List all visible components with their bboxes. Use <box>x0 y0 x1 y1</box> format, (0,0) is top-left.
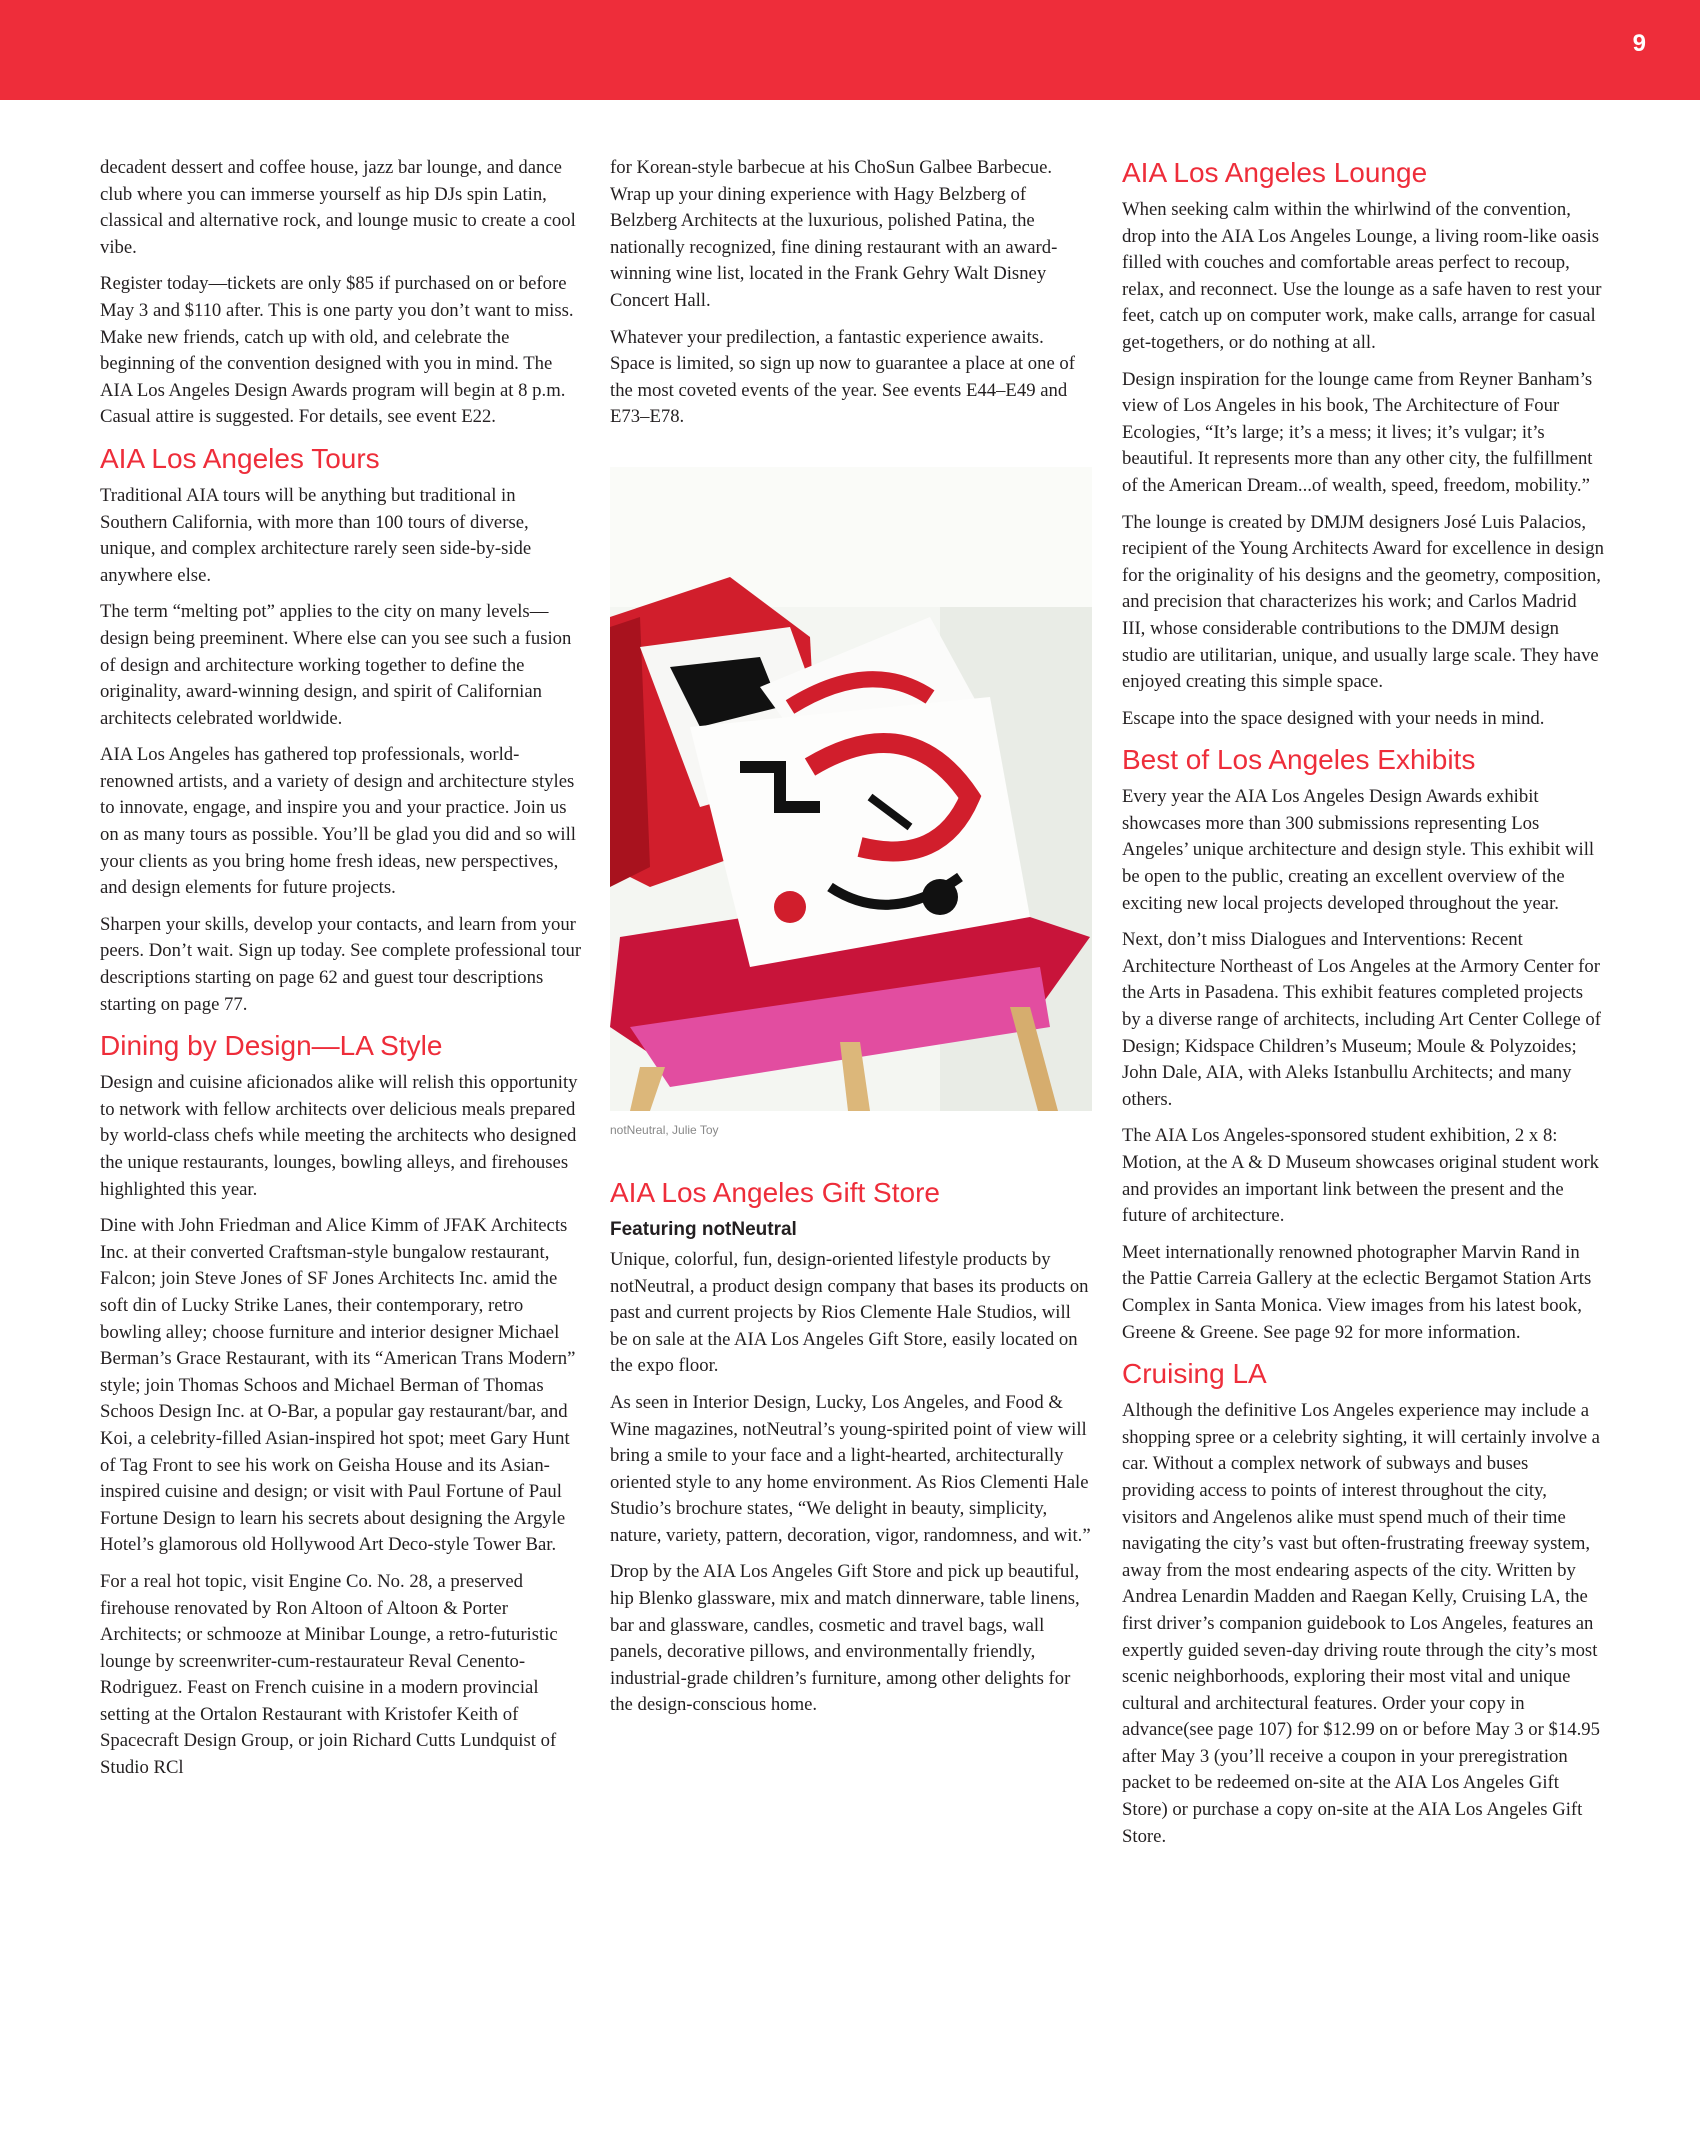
heading-tours: AIA Los Angeles Tours <box>100 442 380 474</box>
paragraph: For a real hot topic, visit Engine Co. No. 28, a preserved firehouse renovated by Ron Altoon of Altoon & Porter Architects; or schmooze at Minibar Lounge, a retro-futuristic lounge by screenwriter-cum-restaurateur Reval Cenento-Rodriguez. Feast on French cuisine in a modern provincial setting at the Ortalon Restaurant with Kristofer Keith of Spacecraft Design Group, or join Richard Cutts Lundquist of Studio RCl <box>100 1570 558 1779</box>
paragraph: Whatever your predilection, a fantastic experience awaits. Space is limited, so sign up now to guarantee a place at one of the most coveted events of the year. See events E44–E49 and E73–E78. <box>610 326 1075 428</box>
paragraph: The AIA Los Angeles-sponsored student exhibition, 2 x 8: Motion, at the A & D Museum showcases original student work and provides an important link between the present and the future of architecture. <box>1122 1125 1600 1227</box>
paragraph: Meet internationally renowned photographer Marvin Rand in the Pattie Carreia Gallery at the eclectic Bergamot Station Arts Complex in Santa Monica. View images from his latest book, Greene & Greene. See page 92 for more information. <box>1122 1241 1592 1343</box>
heading-dining: Dining by Design—LA Style <box>100 1030 443 1062</box>
heading-cruising: Cruising LA <box>1122 1358 1267 1390</box>
subheading: Featuring notNeutral <box>610 1218 797 1240</box>
paragraph: The lounge is created by DMJM designers José Luis Palacios, recipient of the Young Architects Award for excellence in design for the originality of his designs and the geometry, composition, and precision that characterizes his work; and Carlos Madrid III, whose considerable contributions to the DMJM design studio are utilitarian, unique, and usually large scale. They have enjoyed creating this simple space. <box>1122 511 1604 693</box>
paragraph: The term “melting pot” applies to the city on many levels—design being preeminent. Where else can you see such a fusion of design and architecture working together to define the originality, award-winning design, and spirit of Californian architects celebrated worldwide. <box>100 601 572 729</box>
paragraph: Every year the AIA Los Angeles Design Awards exhibit showcases more than 300 submissions representing Los Angeles’ unique architecture and design style. This exhibit will be open to the public, creating an excellent overview of the exciting new local projects developed throughout the year. <box>1122 786 1595 914</box>
paragraph: Next, don’t miss Dialogues and Interventions: Recent Architecture Northeast of Los Angeles at the Armory Center for the Arts in Pasadena. This exhibit features completed projects by a diverse range of architects, including Art Center College of Design; Kidspace Children’s Museum; Moule & Polyzoides; John Dale, AIA, with Aleks Istanbullu Architects; and many others. <box>1122 929 1601 1110</box>
paragraph: Dine with John Friedman and Alice Kimm of JFAK Architects Inc. at their converted Craftsman-style bungalow restaurant, Falcon; join Steve Jones of SF Jones Architects Inc. amid the soft din of Lucky Strike Lanes, their contemporary, retro bowling alley; choose furniture and interior designer Michael Berman’s Grace Restaurant, with its “American Trans Modern” style; join Thomas Schoos and Michael Berman of Thomas Schoos Design Inc. at O-Bar, a popular gay restaurant/bar, and Koi, a celebrity-filled Asian-inspired hot spot; meet Gary Hunt of Tag Front to see his work on Geisha House and its Asian-inspired cuisine and design; or visit with Paul Fortune of Paul Fortune Design to learn his secrets about designing the Argyle Hotel’s glamorous old Hollywood Art Deco-style Tower Bar. <box>100 1215 576 1556</box>
heading-exhibits: Best of Los Angeles Exhibits <box>1122 744 1476 776</box>
header-bar <box>0 0 1700 100</box>
paragraph: Drop by the AIA Los Angeles Gift Store and pick up beautiful, hip Blenko glassware, mix and match dinnerware, table linens, bar and glassware, candles, cosmetic and travel bags, wall panels, decorative pillows, and environmentally friendly, industrial-grade children’s furniture, among other delights for the design-conscious home. <box>610 1561 1080 1716</box>
page-number: 9 <box>1632 30 1646 57</box>
column-left <box>100 155 586 1792</box>
paragraph: As seen in Interior Design, Lucky, Los Angeles, and Food & Wine magazines, notNeutral’s young-spirited point of view will bring a smile to your face and a light-hearted, architecturally oriented style to any home environment. As Rios Clementi Hale Studio’s brochure states, “We delight in beauty, simplicity, nature, variety, pattern, decoration, vigor, randomness, and wit.” <box>610 1391 1091 1546</box>
paragraph: Design inspiration for the lounge came from Reyner Banham’s view of Los Angeles in his book, The Architecture of Four Ecologies, “It’s large; it’s a mess; it lives; it’s vulgar; it’s beautiful. It represents more than any other city, the fulfillment of the American Dream...of wealth, speed, freedom, mobility.” <box>1122 368 1593 496</box>
paragraph: Escape into the space designed with your needs in mind. <box>1122 707 1545 729</box>
heading-lounge: AIA Los Angeles Lounge <box>1122 157 1428 188</box>
column-right <box>1122 155 1604 1860</box>
column-middle <box>610 155 1092 1729</box>
paragraph: Unique, colorful, fun, design-oriented lifestyle products by notNeutral, a product design company that bases its products on past and current projects by Rios Clemente Hale Studios, will be on sale at the AIA Los Angeles Gift Store, easily located on the expo floor. <box>610 1248 1089 1377</box>
paragraph: Although the definitive Los Angeles experience may include a shopping spree or a celebrity sighting, it will certainly involve a car. Without a complex network of subways and buses providing access to points of interest throughout the city, visitors and Angelenos alike must spend much of their time navigating the city’s vast but often-frustrating freeway system, away from the most endearing aspects of the city. Written by Andrea Lenardin Madden and Raegan Kelly, Cruising LA, the first driver’s companion guidebook to Los Angeles, features an expertly guided seven-day driving route through the city’s most scenic neighborhoods, exploring their most vital and unique cultural and architectural features. Order your copy in advance(see page 107) for $12.99 on or before May 3 or $14.95 after May 3 (you’ll receive a coupon in your preregistration packet to be redeemed on-site at the AIA Los Angeles Gift Store) or purchase a copy on-site at the AIA Los Angeles Gift Store. <box>1122 1400 1600 1847</box>
paragraph: Register today—tickets are only $85 if purchased on or before May 3 and $110 after. This is one party you don’t want to miss. Make new friends, catch up with old, and celebrate the beginning of the convention designed with you in mind. The AIA Los Angeles Design Awards program will begin at 8 p.m. Casual attire is suggested. For details, see event E22. <box>100 273 574 428</box>
paragraph: When seeking calm within the whirlwind of the convention, drop into the AIA Los Angeles Lounge, a living room-like oasis filled with couches and comfortable areas perfect to recoup, relax, and reconnect. Use the lounge as a safe haven to rest your feet, catch up on computer work, make calls, arrange for casual get-togethers, or do nothing at all. <box>1122 199 1602 353</box>
paragraph: for Korean-style barbecue at his ChoSun Galbee Barbecue. Wrap up your dining experience with Hagy Belzberg of Belzberg Architects at the luxurious, polished Patina, the nationally recognized, fine dining restaurant with an award-winning wine list, located in the Frank Gehry Walt Disney Concert Hall. <box>610 157 1058 311</box>
photo-caption: notNeutral, Julie Toy <box>610 1122 719 1137</box>
paragraph: AIA Los Angeles has gathered top professionals, world-renowned artists, and a variety of design and architecture styles to innovate, engage, and inspire you and your practice. Join us on as many tours as possible. You’ll be glad you did and so will your clients as you bring home fresh ideas, new perspectives, and design elements for future projects. <box>100 744 576 899</box>
heading-gift-store: AIA Los Angeles Gift Store <box>610 1176 940 1208</box>
paragraph: Design and cuisine aficionados alike will relish this opportunity to network with fellow architects over delicious meals prepared by world-class chefs while meeting the architects who designed the unique restaurants, lounges, bowling alleys, and firehouses highlighted this year. <box>100 1072 578 1200</box>
paragraph: Traditional AIA tours will be anything but traditional in Southern California, with more than 100 tours of diverse, unique, and complex architecture rarely seen side-by-side anywhere else. <box>100 484 532 586</box>
paragraph: Sharpen your skills, develop your contacts, and learn from your peers. Don’t wait. Sign up today. See complete professional tour descriptions starting on page 62 and guest tour descriptions starting on page 77. <box>100 913 582 1015</box>
paragraph: decadent dessert and coffee house, jazz bar lounge, and dance club where you can immerse yourself as hip DJs spin Latin, classical and alternative rock, and lounge music to create a cool vibe. <box>100 157 576 258</box>
chair-pillows-photo <box>610 467 1092 1111</box>
